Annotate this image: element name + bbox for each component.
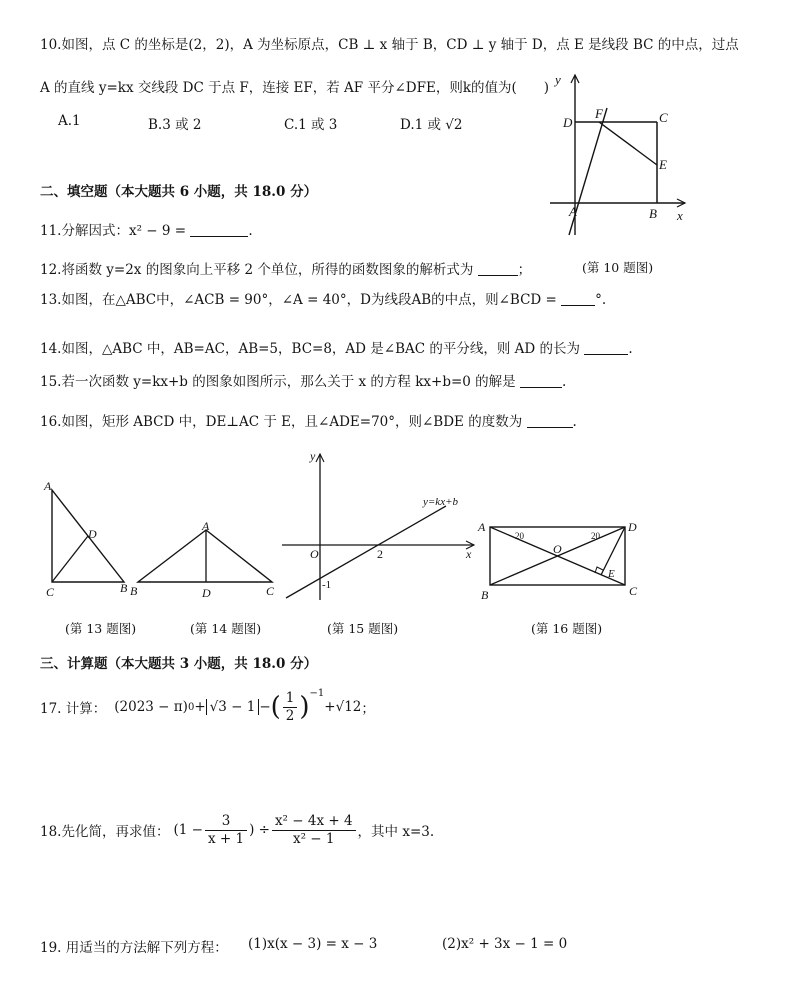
q17: 17. 计算： (2023 − π) 0 + √3 − 1 − ( $\frac{1}{2}$ ) $^{-1}$ + √12 ； [40,688,375,724]
fig10-label-e: E [659,157,667,172]
fig15-label-x: x [466,547,472,561]
figure-10 [545,70,695,240]
q18-close: ) ÷ [249,822,270,838]
q15-answer-blank[interactable] [520,375,562,388]
fig10-caption: (第 10 题图) [582,260,654,275]
fig16-caption: (第 16 题图) [531,621,603,636]
q18-label: 18.先化简，再求值： [40,824,170,840]
fig15-caption: (第 15 题图) [327,621,399,636]
q19-eq2: (2)x² + 3x − 1 = 0 [442,936,568,952]
q17-frac [283,690,298,725]
q17-frac-num: 1 [283,690,298,708]
fig16-angle1: 20 [515,531,524,541]
q14-answer-blank[interactable] [584,342,628,355]
fig14-label-c: C [266,584,275,598]
fig14-label-d: D [202,586,211,600]
fig15-label-o: O [310,547,319,561]
q14-tail: . [628,341,633,357]
fig16-label-d: D [628,520,637,534]
figure-16 [473,515,648,605]
q16-answer-blank[interactable] [527,415,573,428]
q11-text: 11.分解因式：x² − 9 = [40,223,187,239]
fig16-angle2: 20 [591,531,600,541]
fig10-label-c: C [659,110,668,125]
q14-text: 14.如图，△ABC 中，AB=AC，AB=5，BC=8，AD 是∠BAC 的平分线，则 AD 的长为 [40,341,581,357]
q12-answer-blank[interactable] [478,263,518,276]
fig13-label-d: D [88,527,97,541]
q10-option-c: C.1 或 3 [284,117,338,133]
q12-text: 12.将函数 y=2x 的图象向上平移 2 个单位，所得的函数图象的解析式为 [40,262,474,278]
q10-line2: A 的直线 y=kx 交线段 DC 于点 F，连接 EF，若 AF 平分∠DFE，则k的值为( ) [40,80,550,96]
fig13-caption: (第 13 题图) [65,621,137,636]
fig16-label-a: A [478,520,486,534]
q18-open: (1 − [173,822,203,838]
q17-plus2: + [324,699,336,715]
q16-tail: . [572,414,577,430]
q17-label: 17. 计算： [40,701,107,717]
q17-abs-inner: √3 − 1 [209,699,256,715]
q13 [40,288,606,308]
q15 [40,370,566,390]
q16 [40,410,577,430]
q10-option-d: D.1 或 √2 [400,117,463,133]
q14 [40,337,633,357]
fig15-label-y: y [310,449,316,463]
fig16-label-b: B [481,588,489,602]
fig15-label-line: y=kx+b [423,496,458,508]
q12-tail: ； [517,262,532,278]
q17-sqrt12: √12 [335,699,362,715]
fig13-label-c: C [46,585,55,599]
fig10-label-d: D [563,115,573,130]
fig10-label-y: y [555,72,561,87]
q13-text: 13.如图，在△ABC中，∠ACB = 90°，∠A = 40°，D为线段AB的中点，则∠BCD = [40,292,557,308]
q15-text: 15.若一次函数 y=kx+b 的图象如图所示，那么关于 x 的方程 kx+b=0 的解是 [40,374,516,390]
fig15-label-two: 2 [377,547,383,561]
q11 [40,219,253,239]
fig16-label-o: O [553,542,562,556]
q18-f2-den: x² − 1 [292,830,335,847]
fig14-label-a: A [202,519,210,533]
q10-option-b: B.3 或 2 [148,117,202,133]
q17-minus: − [259,699,271,715]
q10-line1: 10.如图，点 C 的坐标是(2，2)，A 为坐标原点，CB ⊥ x 轴于 B，CD ⊥ y 轴于 D，点 E 是线段 BC 的中点，过点 [40,37,739,53]
q17-frac-den: 2 [285,707,295,724]
q17-exp0: 0 [187,701,195,713]
fig10-label-x: x [677,208,683,223]
q15-tail: . [561,374,567,390]
q13-tail: °. [595,292,607,308]
q11-tail: . [248,223,253,239]
q16-text: 16.如图，矩形 ABCD 中，DE⊥AC 于 E，且∠ADE=70°，则∠BDE 的度数为 [40,414,523,430]
q12 [40,258,531,278]
q17-part1: (2023 − π) [114,699,188,715]
q17-exp-neg1: −1 [309,688,325,699]
q18-f1-num: 3 [205,813,247,831]
fig16-label-e: E [608,568,615,580]
fig15-label-neg1: -1 [322,579,332,591]
q18-f1-den: x + 1 [207,830,245,847]
fig14-caption: (第 14 题图) [190,621,262,636]
fig13-label-a: A [44,479,52,493]
q18-f2-num: x² − 4x + 4 [272,813,356,831]
q17-plus1: + [194,699,206,715]
fig13-label-b: B [120,581,128,595]
section3-title: 三、计算题（本大题共 3 小题，共 18.0 分） [40,656,318,672]
fig10-label-f: F [595,106,603,121]
fig14-label-b: B [130,584,138,598]
q18 [40,810,434,850]
figure-15 [278,448,478,606]
q19-label: 19. 用适当的方法解下列方程： [40,940,228,956]
figure-13 [40,478,140,603]
q18-frac2 [272,813,356,848]
q18-frac1 [205,813,247,848]
q18-tail: ，其中 x=3. [357,824,435,840]
section2-title: 二、填空题（本大题共 6 小题，共 18.0 分） [40,184,318,200]
q17-tail: ； [361,701,375,717]
q19-eq1: (1)x(x − 3) = x − 3 [248,936,378,952]
q13-answer-blank[interactable] [561,293,595,306]
fig10-label-a: A [569,204,577,219]
fig16-label-c: C [629,584,638,598]
fig10-label-b: B [649,206,657,221]
figure-14 [130,520,280,602]
q17-abs [206,699,260,715]
q10-option-a: A.1 [58,113,81,129]
q11-answer-blank[interactable] [190,224,248,237]
